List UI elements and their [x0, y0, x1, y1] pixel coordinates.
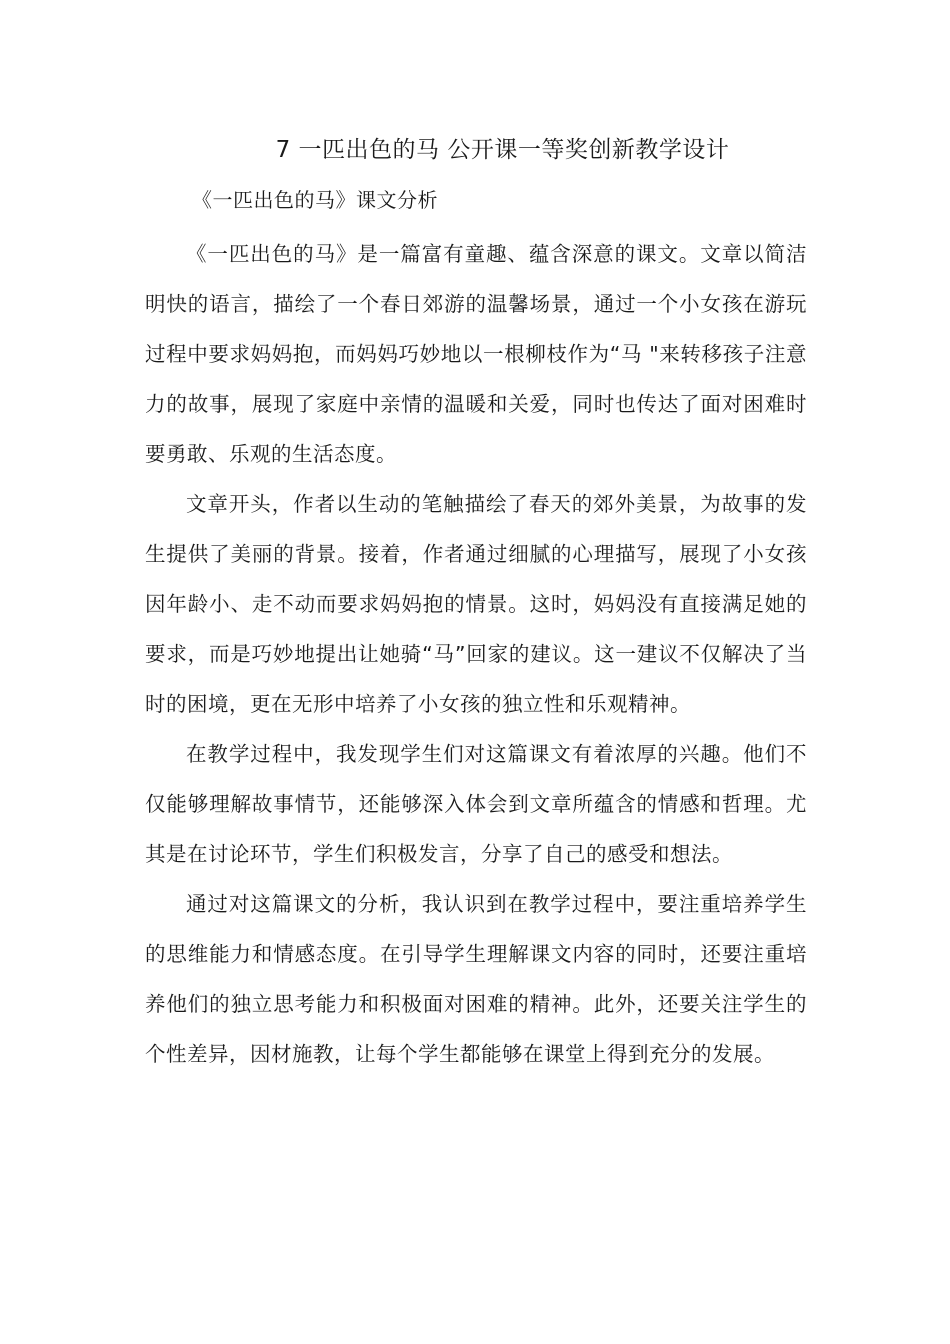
paragraph-2: 文章开头，作者以生动的笔触描绘了春天的郊外美景，为故事的发生提供了美丽的背景。接着，作者通过细腻的心理描写，展现了小女孩因年龄小、走不动而要求妈妈抱的情景。这时，妈妈没有直接满足她的要求，而是巧妙地提出让她骑“马”回家的建议。这一建议不仅解决了当时的困境，更在无形中培养了小女孩的独立性和乐观精神。 — [145, 492, 807, 716]
section-heading: 《一匹出色的马》课文分析 — [192, 188, 438, 212]
page-title: 7 一匹出色的马 公开课一等奖创新教学设计 — [275, 137, 730, 163]
paragraph-4: 通过对这篇课文的分析，我认识到在教学过程中，要注重培养学生的思维能力和情感态度。在引导学生理解课文内容的同时，还要注重培养他们的独立思考能力和积极面对困难的精神。此外，还要关注学生的个性差异，因材施教，让每个学生都能够在课堂上得到充分的发展。 — [145, 892, 807, 1066]
document-body — [145, 229, 807, 1079]
paragraph-1: 《一匹出色的马》是一篇富有童趣、蕴含深意的课文。文章以简洁明快的语言，描绘了一个春日郊游的温馨场景，通过一个小女孩在游玩过程中要求妈妈抱，而妈妈巧妙地以一根柳枝作为“马 "来转移孩子注意力的故事，展现了家庭中亲情的温暖和关爱，同时也传达了面对困难时要勇敢、乐观的生活态度。 — [145, 242, 807, 466]
paragraph-3: 在教学过程中，我发现学生们对这篇课文有着浓厚的兴趣。他们不仅能够理解故事情节，还能够深入体会到文章所蕴含的情感和哲理。尤其是在讨论环节，学生们积极发言，分享了自己的感受和想法。 — [145, 742, 807, 866]
